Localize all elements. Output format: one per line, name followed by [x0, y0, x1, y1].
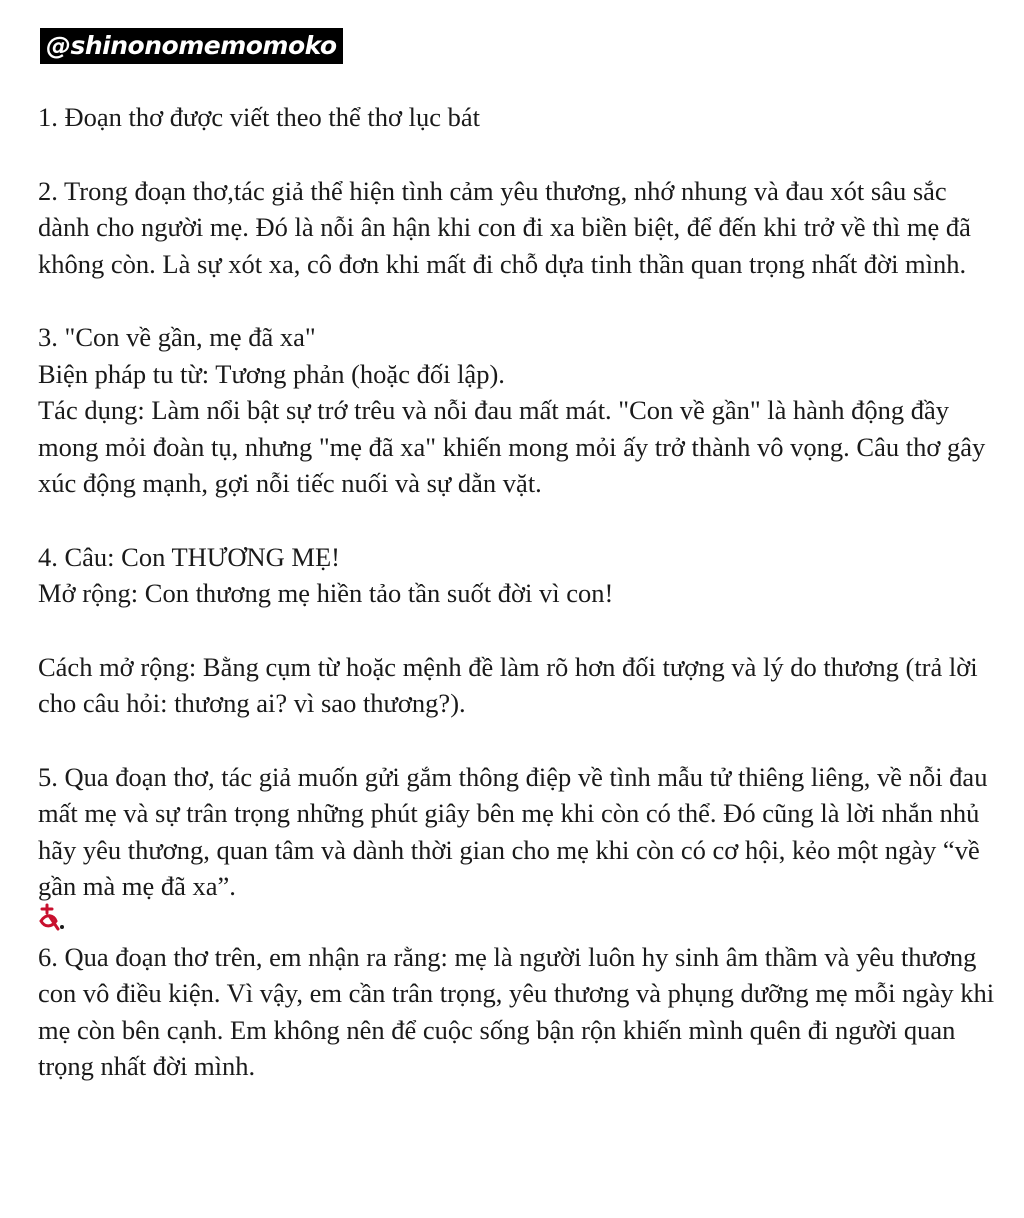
red-mark-glyph [41, 905, 58, 929]
answer-document [38, 99, 998, 1122]
answer-4-sentence: 4. Câu: Con THƯƠNG MẸ! [38, 541, 340, 572]
answer-2 [38, 173, 998, 283]
answer-3-quote: 3. "Con về gần, mẹ đã xa" [38, 322, 316, 352]
red-mark-icon [38, 901, 68, 935]
answer-3-device: Biện pháp tu từ: Tương phản (hoặc đối lập). [38, 358, 505, 389]
answer-4-method [38, 649, 998, 722]
answer-4-method-text: Cách mở rộng: Bằng cụm từ hoặc mệnh đề làm rõ hơn đối tượng và lý do thương (trả lời cho câu hỏi: thương ai? vì sao thương?). [38, 651, 978, 718]
answer-5-text: 5. Qua đoạn thơ, tác giả muốn gửi gắm thông điệp về tình mẫu tử thiêng liêng, về nỗi đau mất mẹ và sự trân trọng những phút giây bên mẹ khi còn có thể. Đó cũng là lời nhắn nhủ hãy yêu thương, quan tâm và dành thời gian cho mẹ khi còn có cơ hội, kẻo một ngày “về gần mà mẹ đã xa”. [38, 761, 988, 901]
red-mark-dot [60, 925, 64, 929]
answer-1 [38, 99, 998, 136]
answer-2-text: 2. Trong đoạn thơ,tác giả thể hiện tình cảm yêu thương, nhớ nhung và đau xót sâu sắc dành cho người mẹ. Đó là nỗi ân hận khi con đi xa biền biệt, để đến khi trở về thì mẹ đã không còn. Là sự xót xa, cô đơn khi mất đi chỗ dựa tinh thần quan trọng nhất đời mình. [38, 175, 971, 279]
answer-6-text: 6. Qua đoạn thơ trên, em nhận ra rằng: mẹ là người luôn hy sinh âm thầm và yêu thương con vô điều kiện. Vì vậy, em cần trân trọng, yêu thương và phụng dưỡng mẹ mỗi ngày khi mẹ còn bên cạnh. Em không nên để cuộc sống bận rộn khiến mình quên đi người quan trọng nhất đời mình. [38, 941, 995, 1081]
answer-3-effect: Tác dụng: Làm nổi bật sự trớ trêu và nỗi đau mất mát. "Con về gần" là hành động đầy mong mỏi đoàn tụ, nhưng "mẹ đã xa" khiến mong mỏi ấy trở thành vô vọng. Câu thơ gây xúc động mạnh, gợi nỗi tiếc nuối và sự dằn vặt. [38, 395, 986, 498]
answer-6 [38, 939, 998, 1085]
watermark-username: @shinonomemomoko [40, 28, 343, 64]
answer-1-text: 1. Đoạn thơ được viết theo thể thơ lục bát [38, 102, 481, 132]
answer-4 [38, 539, 998, 612]
answer-3 [38, 319, 998, 502]
answer-4-expanded: Mở rộng: Con thương mẹ hiền tảo tần suốt đời vì con! [38, 578, 614, 608]
answer-5 [38, 759, 998, 905]
